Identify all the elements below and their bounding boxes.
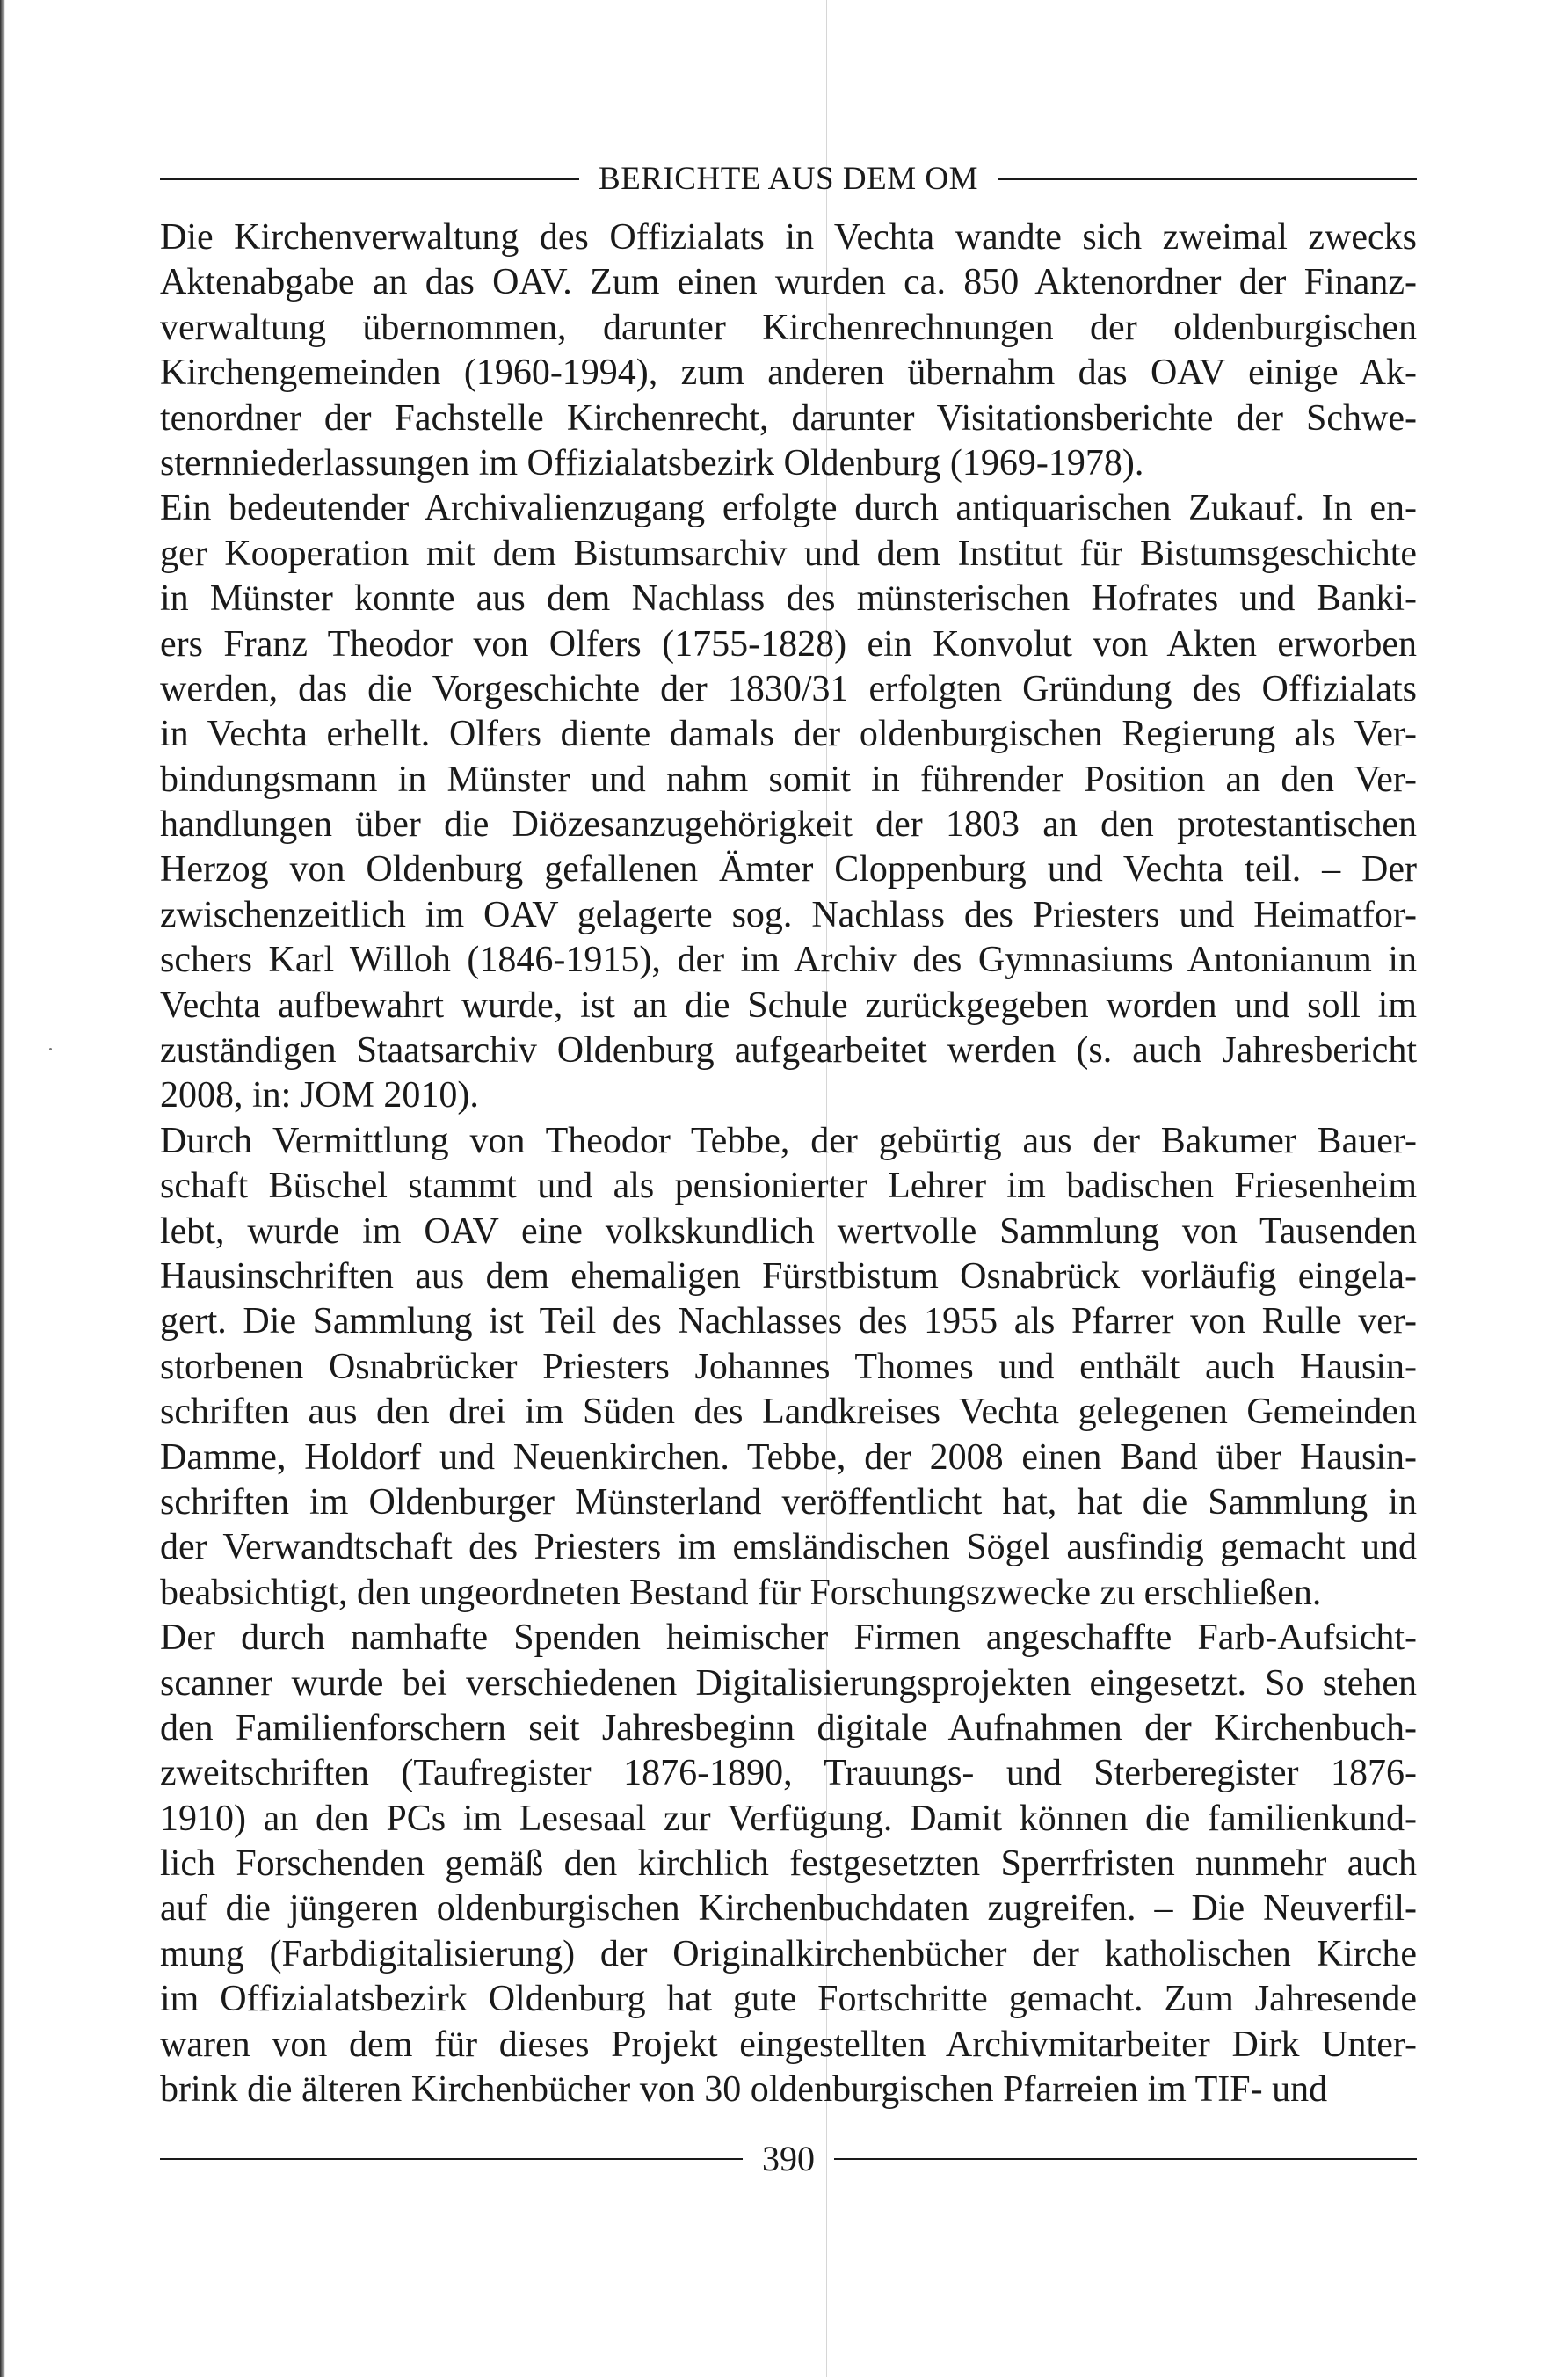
text-line: schriften im Oldenburger Münsterland veröffentlicht hat, hat die Sammlung in — [160, 1481, 1417, 1523]
text-line: Herzog von Oldenburg gefallenen Ämter Cloppenburg und Vechta teil. – Der — [160, 849, 1417, 890]
text-line: brink die älteren Kirchenbücher von 30 oldenburgischen Pfarreien im TIF- und — [160, 2069, 1328, 2111]
text-line: tenordner der Fachstelle Kirchenrecht, darunter Visitationsberichte der Schwe- — [160, 397, 1417, 439]
text-line: Kirchengemeinden (1960-1994), zum anderen übernahm das OAV einige Ak- — [160, 353, 1417, 394]
text-line: Damme, Holdorf und Neuenkirchen. Tebbe, der 2008 einen Band über Hausin- — [160, 1436, 1417, 1478]
running-title: BERICHTE AUS DEM OM — [599, 161, 978, 197]
text-line: beabsichtigt, den ungeordneten Bestand für Forschungszwecke zu erschließen. — [160, 1572, 1322, 1613]
footer-rule-left — [160, 2158, 743, 2160]
text-line: 1910) an den PCs im Lesesaal zur Verfügung. Damit können die familienkund- — [160, 1798, 1417, 1839]
text-line: sternniederlassungen im Offizialatsbezirk Oldenburg (1969-1978). — [160, 442, 1144, 483]
header-rule-left — [160, 178, 579, 180]
text-line: waren von dem für dieses Projekt eingestellten Archivmitarbeiter Dirk Unter- — [160, 2024, 1417, 2065]
text-line: Durch Vermittlung von Theodor Tebbe, der gebürtig aus der Bakumer Bauer- — [160, 1120, 1417, 1161]
running-head — [160, 160, 1417, 198]
text-line: ger Kooperation mit dem Bistumsarchiv und dem Institut für Bistumsgeschichte — [160, 533, 1417, 574]
text-line: 2008, in: JOM 2010). — [160, 1075, 479, 1116]
text-line: storbenen Osnabrücker Priesters Johannes Thomes und enthält auch Hausin- — [160, 1346, 1417, 1387]
header-rule-right — [998, 178, 1417, 180]
page-number: 390 — [762, 2139, 815, 2178]
footer-rule-right — [834, 2158, 1417, 2160]
text-line: zwischenzeitlich im OAV gelagerte sog. Nachlass des Priesters und Heimatfor- — [160, 894, 1417, 935]
text-line: scanner wurde bei verschiedenen Digitalisierungsprojekten eingesetzt. So stehen — [160, 1662, 1417, 1704]
text-line: mung (Farbdigitalisierung) der Originalkirchenbücher der katholischen Kirche — [160, 1933, 1417, 1974]
text-line: Die Kirchenverwaltung des Offizialats in Vechta wandte sich zweimal zwecks — [160, 217, 1417, 258]
text-line: werden, das die Vorgeschichte der 1830/31 erfolgten Gründung des Offizialats — [160, 668, 1417, 709]
scan-speck — [49, 1048, 52, 1050]
text-line: Aktenabgabe an das OAV. Zum einen wurden ca. 850 Aktenordner der Finanz- — [160, 262, 1417, 303]
text-line: zuständigen Staatsarchiv Oldenburg aufgearbeitet werden (s. auch Jahresbericht — [160, 1030, 1417, 1072]
text-line: auf die jüngeren oldenburgischen Kirchenbuchdaten zugreifen. – Die Neuverfil- — [160, 1888, 1417, 1930]
body-text — [160, 215, 1417, 2112]
text-line: im Offizialatsbezirk Oldenburg hat gute Fortschritte gemacht. Zum Jahresende — [160, 1979, 1417, 2020]
text-line: Der durch namhafte Spenden heimischer Firmen angeschaffte Farb-Aufsicht- — [160, 1617, 1417, 1659]
page-footer — [160, 2138, 1417, 2179]
text-line: handlungen über die Diözesanzugehörigkeit der 1803 an den protestantischen — [160, 804, 1417, 846]
text-line: bindungsmann in Münster und nahm somit in führender Position an den Ver- — [160, 759, 1417, 800]
text-line: zweitschriften (Taufregister 1876-1890, Trauungs- und Sterberegister 1876- — [160, 1753, 1417, 1794]
text-line: schaft Büschel stammt und als pensionierter Lehrer im badischen Friesenheim — [160, 1166, 1417, 1207]
text-line: in Vechta erhellt. Olfers diente damals der oldenburgischen Regierung als Ver- — [160, 714, 1417, 755]
text-line: schers Karl Willoh (1846-1915), der im Archiv des Gymnasiums Antonianum in — [160, 940, 1417, 981]
text-line: gert. Die Sammlung ist Teil des Nachlasses des 1955 als Pfarrer von Rulle ver- — [160, 1301, 1417, 1342]
text-line: den Familienforschern seit Jahresbeginn digitale Aufnahmen der Kirchenbuch- — [160, 1707, 1417, 1748]
text-line: verwaltung übernommen, darunter Kirchenrechnungen der oldenburgischen — [160, 307, 1417, 348]
text-line: in Münster konnte aus dem Nachlass des münsterischen Hofrates und Banki- — [160, 578, 1417, 620]
text-line: Vechta aufbewahrt wurde, ist an die Schule zurückgegeben worden und soll im — [160, 985, 1417, 1026]
text-line: lebt, wurde im OAV eine volkskundlich wertvolle Sammlung von Tausenden — [160, 1210, 1417, 1252]
page-edge — [0, 0, 5, 2377]
text-line: ers Franz Theodor von Olfers (1755-1828) ein Konvolut von Akten erworben — [160, 623, 1417, 665]
text-line: der Verwandtschaft des Priesters im emsländischen Sögel ausfindig gemacht und — [160, 1527, 1417, 1568]
text-line: Ein bedeutender Archivalienzugang erfolgte durch antiquarischen Zukauf. In en- — [160, 488, 1417, 529]
text-line: schriften aus den drei im Süden des Landkreises Vechta gelegenen Gemeinden — [160, 1392, 1417, 1433]
text-line: Hausinschriften aus dem ehemaligen Fürstbistum Osnabrück vorläufig eingela- — [160, 1255, 1417, 1297]
text-line: lich Forschenden gemäß den kirchlich festgesetzten Sperrfristen nunmehr auch — [160, 1843, 1417, 1885]
